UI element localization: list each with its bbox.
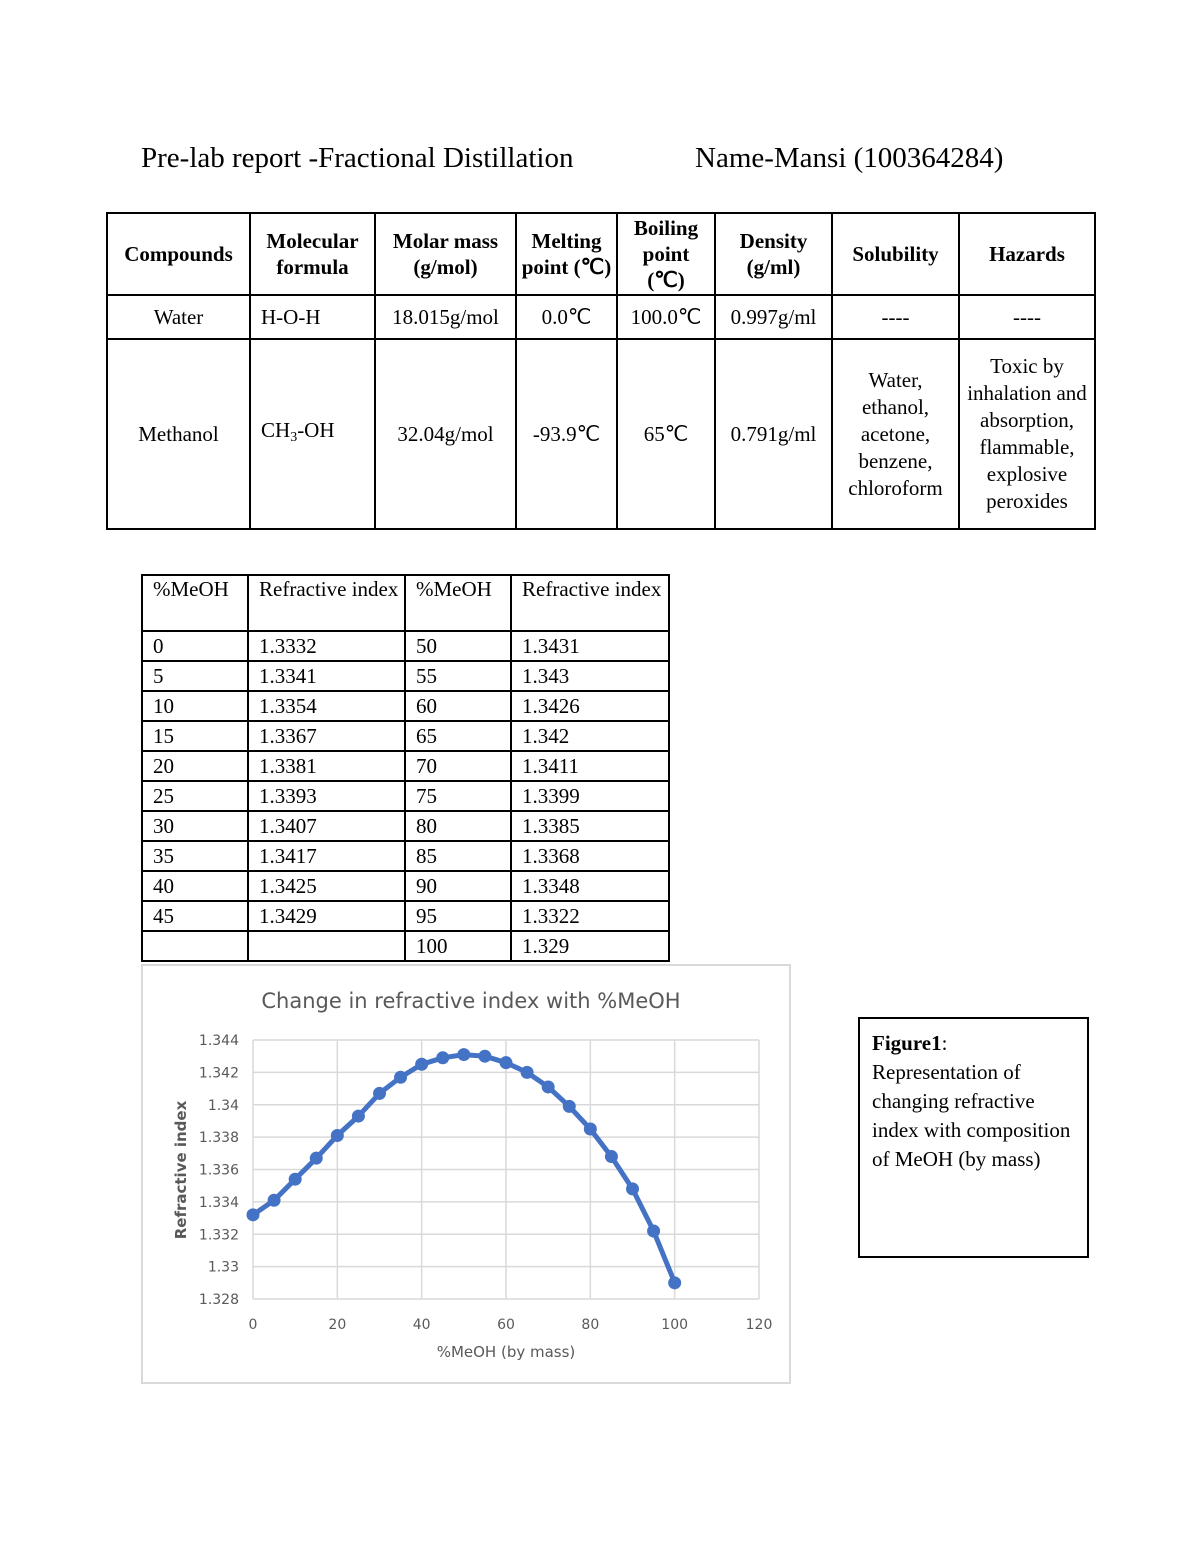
table-cell: 95: [405, 901, 511, 931]
formula-part: -OH: [297, 418, 335, 442]
y-tick-label: 1.332: [198, 1227, 239, 1244]
table-row: [142, 871, 669, 901]
table-row: [142, 931, 669, 961]
y-tick-label: 1.336: [198, 1162, 239, 1179]
table-row: [142, 661, 669, 691]
data-point: [331, 1129, 344, 1142]
header-hazards: Hazards: [959, 213, 1095, 295]
x-tick-label: 80: [581, 1317, 600, 1333]
table-cell: 10: [142, 691, 248, 721]
data-point: [394, 1071, 407, 1084]
table-row: [142, 781, 669, 811]
data-point: [500, 1056, 513, 1069]
table-cell: 1.3354: [248, 691, 405, 721]
table-cell: 45: [142, 901, 248, 931]
ri-header-row: [142, 575, 669, 631]
table-cell: 1.3431: [511, 631, 669, 661]
report-title: Pre-lab report -Fractional Distillation: [141, 142, 574, 174]
table-cell: 1.3341: [248, 661, 405, 691]
table-cell: 25: [142, 781, 248, 811]
y-tick-label: 1.328: [198, 1292, 239, 1308]
table-cell: 1.3322: [511, 901, 669, 931]
x-tick-label: 40: [412, 1317, 431, 1333]
data-point: [542, 1080, 555, 1093]
header-boiling-point: Boiling point (℃): [617, 213, 715, 295]
table-cell: 35: [142, 841, 248, 871]
data-point: [584, 1123, 597, 1136]
data-point: [668, 1276, 681, 1289]
table-row: [142, 631, 669, 661]
table-cell: 90: [405, 871, 511, 901]
table-cell: 20: [142, 751, 248, 781]
table-cell: 55: [405, 661, 511, 691]
header-solubility: Solubility: [832, 213, 959, 295]
data-point: [626, 1182, 639, 1195]
water-molar-mass: 18.015g/mol: [375, 295, 516, 339]
caption-label: Figure1: [872, 1031, 942, 1055]
methanol-compound: Methanol: [107, 339, 250, 529]
refractive-index-table: [141, 574, 670, 962]
table-cell: 1.3407: [248, 811, 405, 841]
header-compounds: Compounds: [107, 213, 250, 295]
water-row: [107, 295, 1095, 339]
table-cell: [248, 931, 405, 961]
ri-header: %MeOH: [405, 575, 511, 631]
table-cell: 100: [405, 931, 511, 961]
water-formula: H-O-H: [250, 295, 375, 339]
table-cell: 1.3381: [248, 751, 405, 781]
water-compound: Water: [107, 295, 250, 339]
data-point: [457, 1048, 470, 1061]
ri-header: %MeOH: [142, 575, 248, 631]
methanol-solubility: Water, ethanol, acetone, benzene, chloroform: [832, 339, 959, 529]
table-cell: 70: [405, 751, 511, 781]
table-cell: 1.3393: [248, 781, 405, 811]
data-point: [521, 1066, 534, 1079]
author-name: Name-Mansi (100364284): [695, 142, 1004, 174]
table-cell: 1.343: [511, 661, 669, 691]
data-point: [247, 1208, 260, 1221]
table-cell: 0: [142, 631, 248, 661]
ri-header: Refractive index: [248, 575, 405, 631]
table-cell: 30: [142, 811, 248, 841]
x-tick-label: 20: [328, 1317, 347, 1333]
header-density: Density (g/ml): [715, 213, 832, 295]
series-line: [253, 1055, 675, 1283]
table-cell: 60: [405, 691, 511, 721]
table-cell: 1.3426: [511, 691, 669, 721]
table-cell: 40: [142, 871, 248, 901]
x-tick-label: 120: [745, 1317, 773, 1333]
header-melting-point: Melting point (℃): [516, 213, 617, 295]
water-density: 0.997g/ml: [715, 295, 832, 339]
table-row: [142, 811, 669, 841]
table-cell: 1.3425: [248, 871, 405, 901]
x-tick-label: 0: [248, 1317, 258, 1333]
formula-subscript: 3: [290, 430, 298, 445]
table-cell: 1.3385: [511, 811, 669, 841]
y-tick-label: 1.344: [198, 1033, 239, 1049]
data-point: [352, 1110, 365, 1123]
methanol-formula: [250, 339, 375, 529]
table-cell: 75: [405, 781, 511, 811]
methanol-molar-mass: 32.04g/mol: [375, 339, 516, 529]
table-cell: 1.3417: [248, 841, 405, 871]
table-row: [142, 721, 669, 751]
data-point: [415, 1058, 428, 1071]
table-cell: [142, 931, 248, 961]
data-point: [310, 1152, 323, 1165]
table-row: [142, 691, 669, 721]
table-cell: 1.342: [511, 721, 669, 751]
data-point: [268, 1194, 281, 1207]
table-cell: 1.329: [511, 931, 669, 961]
water-boiling: 100.0℃: [617, 295, 715, 339]
y-tick-label: 1.334: [198, 1194, 239, 1211]
y-tick-label: 1.34: [207, 1097, 239, 1114]
data-point: [605, 1150, 618, 1163]
data-point: [478, 1050, 491, 1063]
methanol-density: 0.791g/ml: [715, 339, 832, 529]
data-point: [647, 1225, 660, 1238]
table-cell: 1.3429: [248, 901, 405, 931]
table-cell: 5: [142, 661, 248, 691]
methanol-row: [107, 339, 1095, 529]
table-cell: 1.3368: [511, 841, 669, 871]
header-molar-mass: Molar mass (g/mol): [375, 213, 516, 295]
methanol-boiling: 65℃: [617, 339, 715, 529]
table-cell: 1.3411: [511, 751, 669, 781]
y-axis-title: Refractive index: [172, 1100, 190, 1240]
figure-caption: [858, 1017, 1089, 1258]
y-tick-label: 1.342: [198, 1065, 239, 1082]
table-cell: 65: [405, 721, 511, 751]
ri-header: Refractive index: [511, 575, 669, 631]
data-point: [563, 1100, 576, 1113]
y-tick-label: 1.338: [198, 1130, 239, 1147]
table-cell: 50: [405, 631, 511, 661]
table-row: [142, 751, 669, 781]
header-molecular-formula: Molecular formula: [250, 213, 375, 295]
table-row: [142, 901, 669, 931]
water-melting: 0.0℃: [516, 295, 617, 339]
water-hazards: ----: [959, 295, 1095, 339]
data-point: [373, 1087, 386, 1100]
refractive-index-chart: [141, 964, 791, 1384]
methanol-melting: -93.9℃: [516, 339, 617, 529]
data-point: [289, 1173, 302, 1186]
formula-part: CH: [261, 418, 291, 442]
properties-table: [106, 212, 1096, 530]
table-cell: 15: [142, 721, 248, 751]
table-cell: 1.3399: [511, 781, 669, 811]
properties-header-row: [107, 213, 1095, 295]
x-tick-label: 60: [497, 1317, 515, 1333]
chart-svg: [143, 966, 789, 1382]
data-point: [436, 1051, 449, 1064]
water-solubility: ----: [832, 295, 959, 339]
table-cell: 1.3367: [248, 721, 405, 751]
table-cell: 1.3348: [511, 871, 669, 901]
chart-title: Change in refractive index with %MeOH: [261, 989, 681, 1013]
table-cell: 1.3332: [248, 631, 405, 661]
x-tick-label: 100: [661, 1317, 689, 1333]
caption-text: : Representation of changing refractive index with composition of MeOH (by mass): [872, 1031, 1071, 1171]
methanol-hazards: Toxic by inhalation and absorption, flammable, explosive peroxides: [959, 339, 1095, 529]
table-cell: 80: [405, 811, 511, 841]
y-tick-label: 1.33: [207, 1259, 239, 1276]
table-cell: 85: [405, 841, 511, 871]
x-axis-title: %MeOH (by mass): [436, 1343, 576, 1361]
table-row: [142, 841, 669, 871]
